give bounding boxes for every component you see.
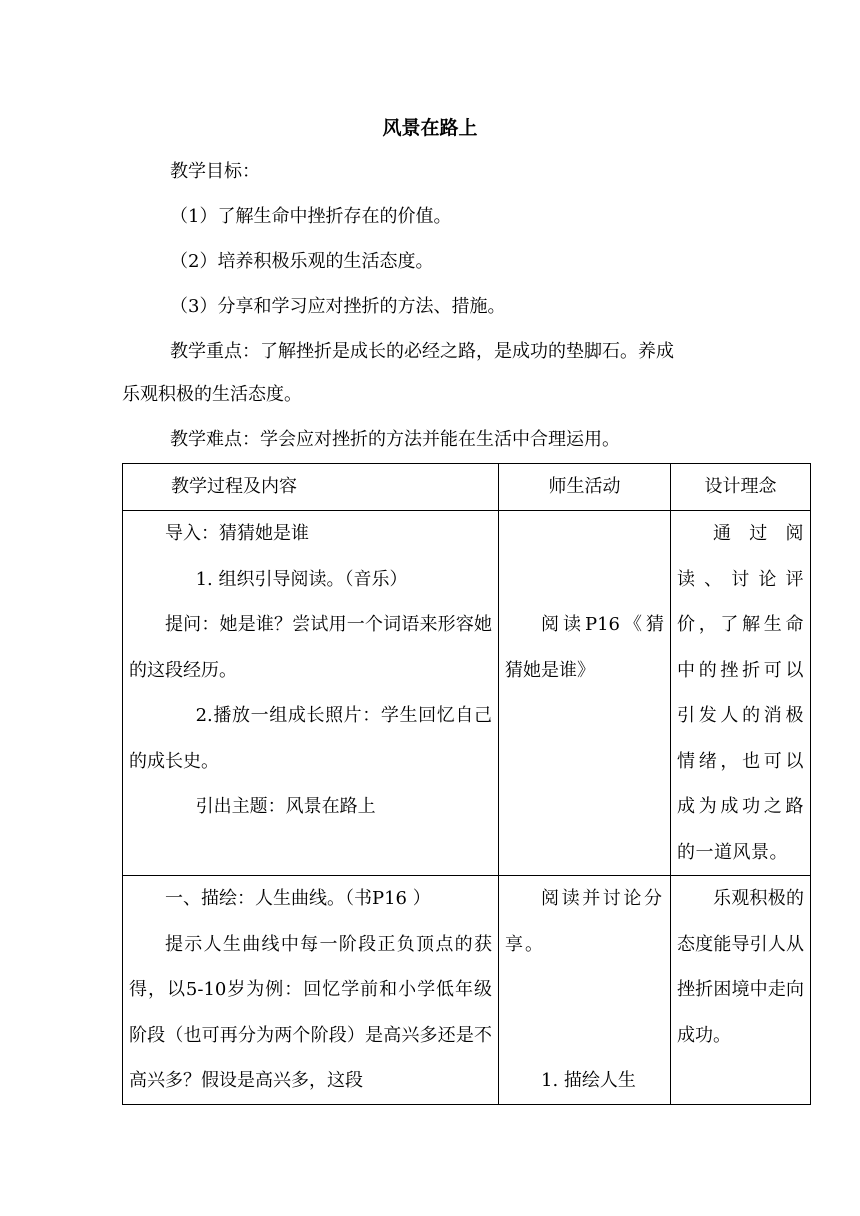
row1-process	[123, 511, 499, 876]
objective-item: （1）了解生命中挫折存在的价值。	[170, 206, 452, 227]
header-activity: 师生活动	[499, 464, 671, 511]
activity-text: 阅读并讨论分享。	[505, 888, 664, 955]
header-concept: 设计理念	[671, 464, 811, 511]
concept-text: 通过阅读、讨论评价，了解生命中的挫折可以引发人的消极情绪，也可以成为成功之路的一道风景。	[677, 523, 804, 863]
process-line: 提问：她是谁？尝试用一个词语来形容她的这段经历。	[129, 614, 492, 681]
activity-text: 1. 描绘人生	[541, 1070, 636, 1091]
key-point-line1: 教学重点：了解挫折是成长的必经之路，是成功的垫脚石。养成	[170, 341, 674, 362]
lesson-table	[122, 463, 811, 1105]
table-row	[123, 511, 811, 876]
row2-concept	[671, 876, 811, 1105]
table-row	[123, 876, 811, 1105]
row2-process	[123, 876, 499, 1105]
objectives-heading: 教学目标：	[170, 161, 260, 182]
process-line: 一、描绘：人生曲线。（书P16 ）	[165, 888, 431, 909]
row2-activity	[499, 876, 671, 1105]
objective-item: （3）分享和学习应对挫折的方法、措施。	[170, 296, 506, 317]
process-line: 2.播放一组成长照片：学生回忆自己的成长史。	[129, 705, 492, 772]
process-line: 1. 组织引导阅读。（音乐）	[195, 568, 408, 590]
process-line: 引出主题：风景在路上	[195, 796, 376, 817]
row1-concept	[671, 511, 811, 876]
table-header-row	[123, 464, 811, 511]
difficulty: 教学难点：学会应对挫折的方法并能在生活中合理运用。	[170, 429, 620, 450]
process-line: 导入：猜猜她是谁	[165, 523, 309, 544]
concept-text: 乐观积极的态度能导引人从挫折困境中走向成功。	[677, 888, 804, 1046]
activity-text: 阅读P16《猜猜她是谁》	[505, 614, 664, 681]
page-title: 风景在路上	[382, 117, 478, 139]
header-process: 教学过程及内容	[123, 464, 499, 511]
objective-item: （2）培养积极乐观的生活态度。	[170, 251, 434, 272]
row1-activity	[499, 511, 671, 876]
key-point-line2: 乐观积极的生活态度。	[122, 384, 302, 405]
process-line: 提示人生曲线中每一阶段正负顶点的获得，以5-10岁为例：回忆学前和小学低年级阶段（也可再分为两个阶段）是高兴多还是不高兴多？假设是高兴多，这段	[129, 933, 492, 1091]
